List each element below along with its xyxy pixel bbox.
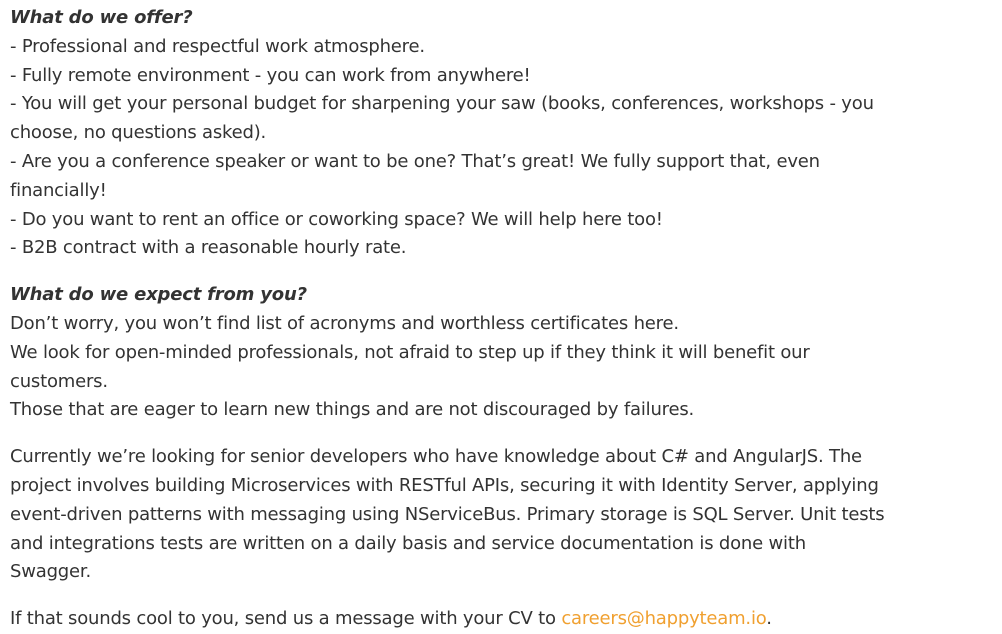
- offer-section: [10, 4, 890, 263]
- offer-item: - Professional and respectful work atmosphere.: [10, 35, 425, 57]
- contact-suffix: .: [766, 608, 772, 630]
- expect-line: Don’t worry, you won’t find list of acronyms and worthless certificates here.: [10, 312, 679, 334]
- offer-heading: What do we offer?: [10, 7, 193, 28]
- expect-line: Those that are eager to learn new things and are not discouraged by failures.: [10, 399, 695, 421]
- expect-heading: What do we expect from you?: [10, 284, 307, 306]
- careers-email-link[interactable]: careers@happyteam.io: [561, 608, 767, 630]
- offer-item: - Fully remote environment - you can work from anywhere!: [10, 64, 531, 86]
- offer-item: - Are you a conference speaker or want to be one? That’s great! We fully support that, even financially!: [10, 150, 820, 201]
- contact-section: [10, 605, 890, 634]
- offer-item: - Do you want to rent an office or coworking space? We will help here too!: [10, 208, 663, 230]
- offer-item: - You will get your personal budget for sharpening your saw (books, conferences, workshops - you choose, no questions asked).: [10, 93, 874, 144]
- expect-section: [10, 281, 890, 425]
- project-paragraph: Currently we’re looking for senior developers who have knowledge about C# and AngularJS. The project involves building Microservices with RESTful APIs, securing it with Identity Server, applying event-driven patterns with messaging using NServiceBus. Primary storage is SQL Server. Unit tests and integrations tests are written on a daily basis and service documentation is done with Swagger.: [10, 446, 885, 583]
- offer-item: - B2B contract with a reasonable hourly rate.: [10, 237, 407, 259]
- project-section: [10, 443, 890, 587]
- expect-line: We look for open-minded professionals, not afraid to step up if they think it will benefit our customers.: [10, 341, 810, 392]
- contact-prefix: If that sounds cool to you, send us a message with your CV to: [10, 608, 562, 630]
